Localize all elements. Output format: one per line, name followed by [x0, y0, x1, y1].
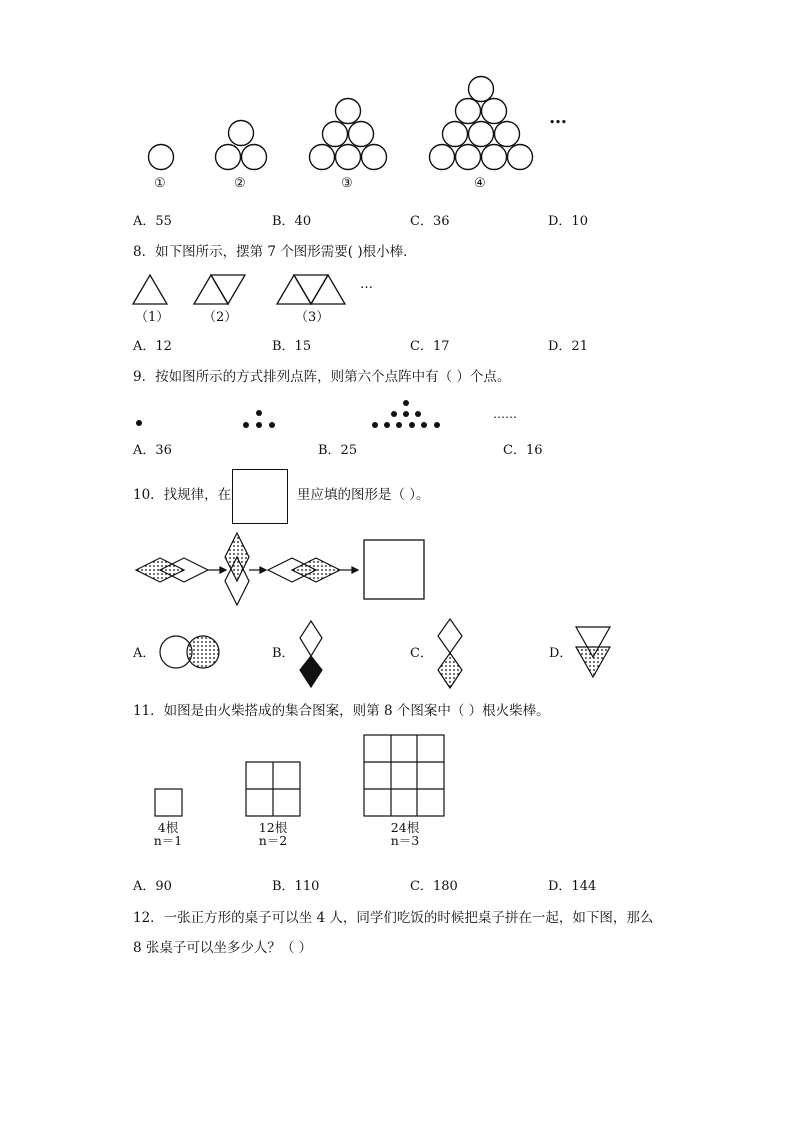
figure-1-caption [143, 821, 193, 847]
question-11-text: 11．如图是由火柴搭成的集合图案，则第 8 个图案中（ ）根火柴棒。 [133, 703, 550, 719]
option-d[interactable]: D． [549, 646, 573, 661]
figure-2-caption [246, 821, 300, 847]
option-b[interactable]: B．15 [272, 339, 312, 354]
matchstick-count: 24根 [390, 820, 420, 835]
question-12-line-2: 8 张桌子可以坐多少人？（ ） [133, 940, 313, 956]
ellipsis: … [549, 107, 568, 128]
option-a[interactable]: A．36 [133, 443, 172, 458]
option-c[interactable]: C．17 [410, 339, 450, 354]
figure-label-1: ① [154, 176, 166, 191]
figure-index: n＝1 [153, 833, 183, 849]
figure-index: n＝2 [258, 833, 288, 849]
matchstick-count: 12根 [258, 820, 288, 835]
question-10-prefix: 10．找规律，在 [133, 487, 232, 503]
figure-index: n＝3 [390, 833, 420, 849]
option-c[interactable]: C． [410, 646, 433, 661]
figure-label-3: ③ [341, 176, 353, 191]
figure-3-caption [380, 821, 430, 847]
option-a[interactable]: A．90 [133, 879, 172, 894]
option-a[interactable]: A． [133, 646, 156, 661]
option-b[interactable]: B．40 [272, 214, 312, 229]
ellipsis: … [360, 277, 373, 292]
figure-label-2: ② [234, 176, 246, 191]
figure-label-1: （1） [135, 310, 170, 325]
figure-label-2: （2） [203, 310, 238, 325]
option-b[interactable]: B．110 [272, 879, 320, 894]
question-9-text: 9．按如图所示的方式排列点阵，则第六个点阵中有（ ）个点。 [133, 369, 511, 385]
option-d[interactable]: D．144 [548, 879, 597, 894]
ellipsis: …… [493, 407, 517, 421]
question-12-line-1: 12．一张正方形的桌子可以坐 4 人，同学们吃饭的时候把桌子拼在一起，如下图，那么 [133, 910, 654, 926]
option-d[interactable]: D．21 [548, 339, 588, 354]
option-c[interactable]: C．16 [503, 443, 543, 458]
question-8-text: 8．如下图所示，摆第 7 个图形需要( )根小棒． [133, 244, 417, 260]
option-a[interactable]: A．12 [133, 339, 172, 354]
option-b[interactable]: B．25 [318, 443, 358, 458]
question-10-suffix: 里应填的图形是（ ）。 [297, 487, 430, 503]
option-a[interactable]: A．55 [133, 214, 172, 229]
option-b[interactable]: B． [272, 646, 295, 661]
figure-label-3: （3） [295, 310, 330, 325]
option-c[interactable]: C．36 [410, 214, 450, 229]
option-c[interactable]: C．180 [410, 879, 458, 894]
matchstick-count: 4根 [157, 820, 179, 835]
figure-label-4: ④ [474, 176, 486, 191]
option-d[interactable]: D．10 [548, 214, 588, 229]
